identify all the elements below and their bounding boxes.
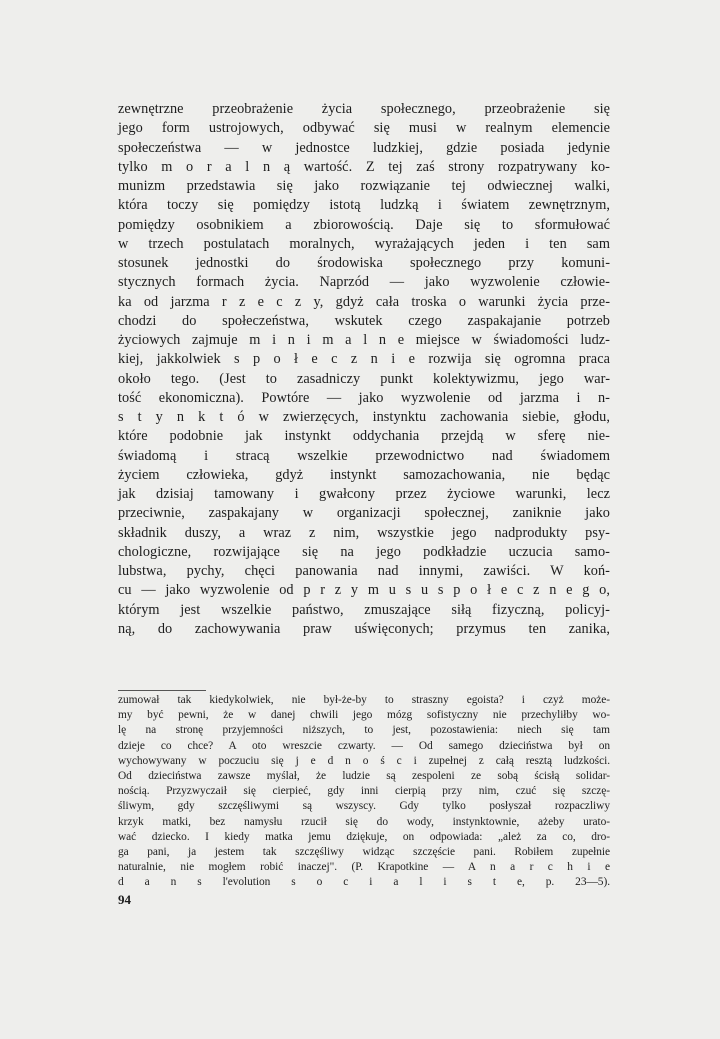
body-text-line: przeciwnie, zaspakajany w organizacji społecznej, zaniknie jako <box>118 505 610 522</box>
body-text-line: życiem człowieka, gdyż instynkt samozachowania, nie będąc <box>118 466 610 483</box>
body-text-line: tylko m o r a l n ą wartość. Z tej zaś strony rozpatrywany ko- <box>118 158 610 175</box>
footnote-line: Od dzieciństwa zawsze myślał, że ludzie są zespoleni ze sobą ścisłą solidar- <box>118 770 610 783</box>
footnote-separator <box>118 690 206 691</box>
footnote-line: zumował tak kiedykolwiek, nie był-że-by to straszny egoista? i czyż może- <box>118 694 610 706</box>
footnote-text <box>118 693 610 891</box>
body-text-line: jak dzisiaj tamowany i gwałcony przez życiowe warunki, lecz <box>118 486 610 502</box>
body-text-line: cu — jako wyzwolenie od p r z y m u s u s p o ł e c z n e g o, <box>118 582 610 599</box>
body-text-line: którym jest wszelkie państwo, zmuszające siłą fizyczną, policyj- <box>118 601 610 618</box>
footnote-line: nością. Przyzwyczaił się cierpieć, gdy inni cierpią przy nim, czuć się szczę- <box>118 785 610 798</box>
body-text-line: s t y n k t ó w zwierzęcych, instynktu zachowania siebie, głodu, <box>118 409 610 425</box>
body-text-line: zewnętrzne przeobrażenie życia społecznego, przeobrażenie się <box>118 101 610 117</box>
body-text-line: ka od jarzma r z e c z y, gdyż cała troska o warunki życia prze- <box>118 293 610 310</box>
page-number: 94 <box>118 892 131 907</box>
body-text-line: stycznych formach życia. Naprzód — jako wyzwolenie człowie- <box>118 274 610 291</box>
body-text-line: składnik duszy, a wraz z nim, wszystkie jego nadprodukty psy- <box>118 524 610 541</box>
body-text-line: lubstwa, pychy, chęci panowania nad innymi, zawiści. W koń- <box>118 563 610 579</box>
body-text-line: chologiczne, rozwijające się na jego podkładzie uczucia samo- <box>118 543 610 560</box>
footnote-line: d a n s l'evolution s o c i a l i s t e, p. 23—5). <box>118 876 610 889</box>
body-text <box>118 100 610 639</box>
body-text-line: jego form ustrojowych, odbywać się musi w realnym elemencie <box>118 120 610 137</box>
body-text-line: w trzech postulatach moralnych, wyrażających jeden i ten sam <box>118 235 610 252</box>
body-text-line: stosunek jednostki do środowiska społecznego przy komuni- <box>118 255 610 271</box>
footnote-line: dzieje co chce? A oto wreszcie czwarty. — Od samego dzieciństwa był on <box>118 739 610 752</box>
body-text-line: chodzi do społeczeństwa, wskutek czego zaspakajanie potrzeb <box>118 312 610 329</box>
body-text-line: ną, do zachowywania praw uświęconych; przymus ten zanika, <box>118 620 610 637</box>
footnote-line: naturalnie, nie mogłem robić inaczej". (P. Krapotkine — A n a r c h i e <box>118 861 610 874</box>
body-text-line: która toczy się pomiędzy istotą ludzką i światem zewnętrznym, <box>118 197 610 214</box>
footnote-line: my być pewni, że w danej chwili jego mózg sofistyczny nie przechyliłby wo- <box>118 709 610 722</box>
body-text-line: świadomą i stracą wszelkie przewodnictwo nad świadomem <box>118 447 610 464</box>
footnote-line: krzyk matki, bez namysłu rzucił się do wody, instynktownie, ażeby urato- <box>118 815 610 828</box>
body-text-line: około tego. (Jest to zasadniczy punkt kolektywizmu, jego war- <box>118 370 610 387</box>
footnote-line: lę na stronę przyjemności niższych, to jest, pozostawienia: niech się tam <box>118 724 610 737</box>
footnote-line: wać dziecko. I kiedy matka jemu dziękuje, on odpowiada: „ależ za co, dro- <box>118 830 610 843</box>
body-text-line: które podobnie jak instynkt oddychania przejdą w sferę nie- <box>118 428 610 445</box>
body-text-line: munizm przedstawia się jako rozwiązanie tej odwiecznej walki, <box>118 178 610 194</box>
footnote-line: śliwym, gdy szczęśliwymi są wszyscy. Gdy tylko posłyszał rozpaczliwy <box>118 800 610 813</box>
body-text-line: kiej, jakkolwiek s p o ł e c z n i e rozwija się ogromna praca <box>118 351 610 368</box>
footnote-line: wychowywany w poczuciu się j e d n o ś c i zupełnej z całą resztą ludzkości. <box>118 754 610 767</box>
body-text-line: społeczeństwa — w jednostce ludzkiej, gdzie posiada jedynie <box>118 139 610 156</box>
body-text-line: życiowych zajmuje m i n i m a l n e miejsce w świadomości ludz- <box>118 332 610 348</box>
footnote-line: ga pani, ja jestem tak szczęśliwy widząc szczęście pani. Robiłem zupełnie <box>118 846 610 859</box>
body-text-line: tość ekonomiczna). Powtóre — jako wyzwolenie od jarzma i n- <box>118 389 610 406</box>
body-text-line: pomiędzy osobnikiem a zbiorowością. Daje się to sformułować <box>118 216 610 233</box>
